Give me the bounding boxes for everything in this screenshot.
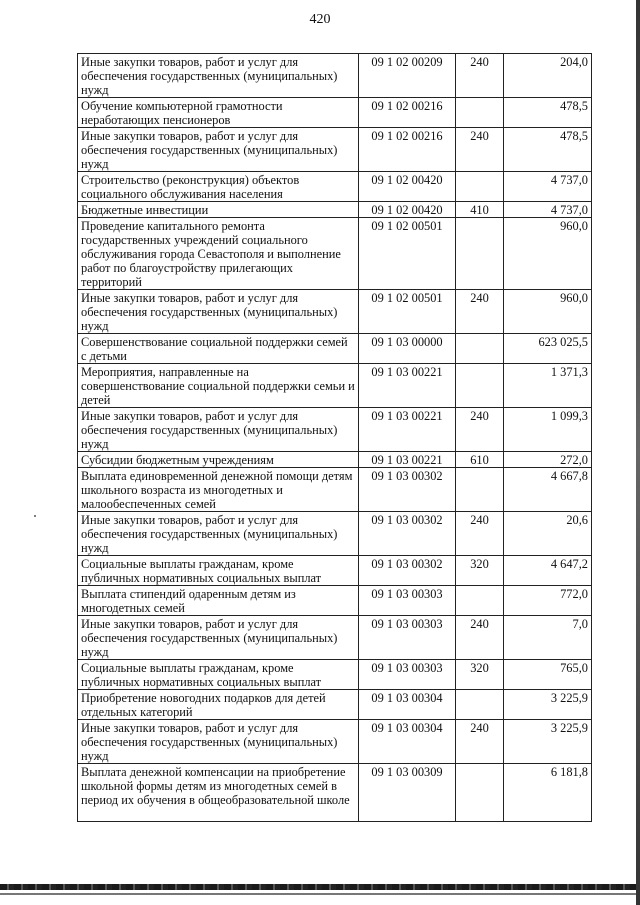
row-type-cell xyxy=(456,334,504,364)
row-type-cell xyxy=(456,586,504,616)
row-sum-cell: 6 181,8 xyxy=(504,764,592,822)
row-type-cell: 240 xyxy=(456,720,504,764)
row-sum-cell: 7,0 xyxy=(504,616,592,660)
table-row xyxy=(78,54,592,98)
row-type-cell: 410 xyxy=(456,202,504,218)
row-name-cell: Совершенствование социальной поддержки семей с детьми xyxy=(78,334,359,364)
scan-speck xyxy=(34,515,36,517)
budget-table xyxy=(77,53,592,822)
row-name-cell: Выплата стипендий одаренным детям из многодетных семей xyxy=(78,586,359,616)
budget-table-body xyxy=(78,54,592,822)
row-sum-cell: 960,0 xyxy=(504,218,592,290)
row-sum-cell: 272,0 xyxy=(504,452,592,468)
row-code-cell: 09 1 03 00303 xyxy=(359,660,456,690)
row-sum-cell: 478,5 xyxy=(504,128,592,172)
table-row xyxy=(78,364,592,408)
row-name-cell: Иные закупки товаров, работ и услуг для обеспечения государственных (муниципальных) нужд xyxy=(78,720,359,764)
scan-bottom-edge xyxy=(0,884,640,890)
row-type-cell: 240 xyxy=(456,616,504,660)
row-sum-cell: 623 025,5 xyxy=(504,334,592,364)
table-row xyxy=(78,660,592,690)
row-code-cell: 09 1 03 00221 xyxy=(359,408,456,452)
row-code-cell: 09 1 03 00302 xyxy=(359,512,456,556)
table-row xyxy=(78,128,592,172)
table-row xyxy=(78,468,592,512)
row-type-cell: 240 xyxy=(456,512,504,556)
row-code-cell: 09 1 02 00501 xyxy=(359,218,456,290)
row-name-cell: Иные закупки товаров, работ и услуг для обеспечения государственных (муниципальных) нужд xyxy=(78,128,359,172)
row-sum-cell: 765,0 xyxy=(504,660,592,690)
row-sum-cell: 960,0 xyxy=(504,290,592,334)
row-code-cell: 09 1 03 00303 xyxy=(359,586,456,616)
row-code-cell: 09 1 03 00304 xyxy=(359,690,456,720)
row-name-cell: Иные закупки товаров, работ и услуг для обеспечения государственных (муниципальных) нужд xyxy=(78,54,359,98)
row-type-cell: 320 xyxy=(456,556,504,586)
row-sum-cell: 478,5 xyxy=(504,98,592,128)
table-row xyxy=(78,690,592,720)
row-code-cell: 09 1 02 00216 xyxy=(359,98,456,128)
row-type-cell: 240 xyxy=(456,408,504,452)
row-sum-cell: 4 667,8 xyxy=(504,468,592,512)
row-name-cell: Выплата денежной компенсации на приобретение школьной формы детям из многодетных семей в период их обучения в общеобразовательной школе xyxy=(78,764,359,822)
row-sum-cell: 3 225,9 xyxy=(504,720,592,764)
row-name-cell: Иные закупки товаров, работ и услуг для обеспечения государственных (муниципальных) нужд xyxy=(78,290,359,334)
row-code-cell: 09 1 03 00309 xyxy=(359,764,456,822)
row-type-cell xyxy=(456,690,504,720)
row-type-cell: 240 xyxy=(456,128,504,172)
row-code-cell: 09 1 02 00501 xyxy=(359,290,456,334)
row-name-cell: Иные закупки товаров, работ и услуг для обеспечения государственных (муниципальных) нужд xyxy=(78,616,359,660)
page-number: 420 xyxy=(309,12,331,27)
scan-right-edge xyxy=(636,0,640,905)
row-name-cell: Иные закупки товаров, работ и услуг для обеспечения государственных (муниципальных) нужд xyxy=(78,408,359,452)
row-code-cell: 09 1 03 00302 xyxy=(359,468,456,512)
scan-bottom-line xyxy=(0,893,640,895)
row-type-cell xyxy=(456,364,504,408)
row-name-cell: Мероприятия, направленные на совершенствование социальной поддержки семьи и детей xyxy=(78,364,359,408)
row-name-cell: Проведение капитального ремонта государственных учреждений социального обслуживания города Севастополя и выполнение работ по благоустройству прилегающих территорий xyxy=(78,218,359,290)
row-type-cell: 610 xyxy=(456,452,504,468)
table-row xyxy=(78,452,592,468)
table-row xyxy=(78,202,592,218)
row-name-cell: Выплата единовременной денежной помощи детям школьного возраста из многодетных и малообеспеченных семей xyxy=(78,468,359,512)
row-sum-cell: 4 647,2 xyxy=(504,556,592,586)
row-name-cell: Бюджетные инвестиции xyxy=(78,202,359,218)
row-sum-cell: 4 737,0 xyxy=(504,172,592,202)
row-sum-cell: 20,6 xyxy=(504,512,592,556)
row-name-cell: Обучение компьютерной грамотности неработающих пенсионеров xyxy=(78,98,359,128)
row-code-cell: 09 1 03 00303 xyxy=(359,616,456,660)
row-code-cell: 09 1 02 00420 xyxy=(359,202,456,218)
row-code-cell: 09 1 02 00420 xyxy=(359,172,456,202)
row-sum-cell: 204,0 xyxy=(504,54,592,98)
row-name-cell: Социальные выплаты гражданам, кроме публичных нормативных социальных выплат xyxy=(78,556,359,586)
row-sum-cell: 772,0 xyxy=(504,586,592,616)
table-row xyxy=(78,586,592,616)
row-code-cell: 09 1 03 00000 xyxy=(359,334,456,364)
row-type-cell: 240 xyxy=(456,290,504,334)
row-code-cell: 09 1 03 00221 xyxy=(359,452,456,468)
table-row xyxy=(78,408,592,452)
row-name-cell: Субсидии бюджетным учреждениям xyxy=(78,452,359,468)
table-row xyxy=(78,98,592,128)
table-row xyxy=(78,616,592,660)
row-sum-cell: 4 737,0 xyxy=(504,202,592,218)
table-row xyxy=(78,172,592,202)
row-code-cell: 09 1 02 00209 xyxy=(359,54,456,98)
table-row xyxy=(78,764,592,822)
row-type-cell xyxy=(456,218,504,290)
row-name-cell: Приобретение новогодних подарков для детей отдельных категорий xyxy=(78,690,359,720)
row-name-cell: Социальные выплаты гражданам, кроме публичных нормативных социальных выплат xyxy=(78,660,359,690)
row-name-cell: Строительство (реконструкция) объектов социального обслуживания населения xyxy=(78,172,359,202)
row-sum-cell: 3 225,9 xyxy=(504,690,592,720)
table-row xyxy=(78,218,592,290)
row-type-cell: 320 xyxy=(456,660,504,690)
row-sum-cell: 1 371,3 xyxy=(504,364,592,408)
row-type-cell xyxy=(456,764,504,822)
row-type-cell xyxy=(456,98,504,128)
row-name-cell: Иные закупки товаров, работ и услуг для обеспечения государственных (муниципальных) нужд xyxy=(78,512,359,556)
row-type-cell xyxy=(456,172,504,202)
row-code-cell: 09 1 03 00304 xyxy=(359,720,456,764)
table-row xyxy=(78,720,592,764)
row-code-cell: 09 1 03 00221 xyxy=(359,364,456,408)
row-code-cell: 09 1 03 00302 xyxy=(359,556,456,586)
row-sum-cell: 1 099,3 xyxy=(504,408,592,452)
table-row xyxy=(78,512,592,556)
table-row xyxy=(78,290,592,334)
table-row xyxy=(78,334,592,364)
row-type-cell: 240 xyxy=(456,54,504,98)
row-code-cell: 09 1 02 00216 xyxy=(359,128,456,172)
table-row xyxy=(78,556,592,586)
row-type-cell xyxy=(456,468,504,512)
